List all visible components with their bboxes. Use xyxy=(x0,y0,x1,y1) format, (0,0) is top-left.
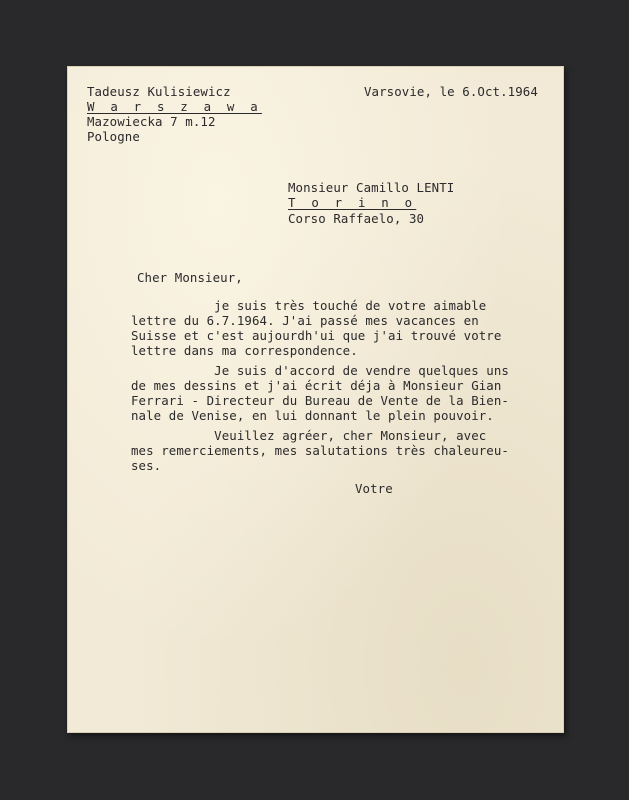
closing: Votre xyxy=(355,481,393,496)
sender-street: Mazowiecka 7 m.12 xyxy=(87,114,216,129)
paragraph-line: Veuillez agréer, cher Monsieur, avec xyxy=(131,428,487,443)
sender-city: W a r s z a w a xyxy=(87,99,262,114)
paragraph-line: de mes dessins et j'ai écrit déja à Monsieur Gian xyxy=(131,378,502,393)
paragraph-line: lettre dans ma correspondence. xyxy=(131,343,358,358)
letter-sheet xyxy=(67,66,564,733)
recipient-street: Corso Raffaelo, 30 xyxy=(288,211,425,226)
paragraph-line: lettre du 6.7.1964. J'ai passé mes vacances en xyxy=(131,313,479,328)
paragraph-line: Je suis d'accord de vendre quelques uns xyxy=(131,363,509,378)
paragraph-line: je suis très touché de votre aimable xyxy=(131,298,487,313)
paragraph-line: Suisse et c'est aujourdh'ui que j'ai trouvé votre xyxy=(131,328,502,343)
recipient-city: T o r i n o xyxy=(288,195,417,210)
paragraph-line: ses. xyxy=(131,458,162,473)
paragraph-line: mes remerciements, mes salutations très chaleureu- xyxy=(131,443,509,458)
sender-country: Pologne xyxy=(87,129,140,144)
recipient-name: Monsieur Camillo LENTI xyxy=(288,180,455,195)
paragraph-line: nale de Venise, en lui donnant le plein pouvoir. xyxy=(131,408,494,423)
sender-name: Tadeusz Kulisiewicz xyxy=(87,84,231,99)
paragraph-line: Ferrari - Directeur du Bureau de Vente de la Bien- xyxy=(131,393,509,408)
salutation: Cher Monsieur, xyxy=(137,270,243,285)
date-line: Varsovie, le 6.Oct.1964 xyxy=(364,84,538,99)
